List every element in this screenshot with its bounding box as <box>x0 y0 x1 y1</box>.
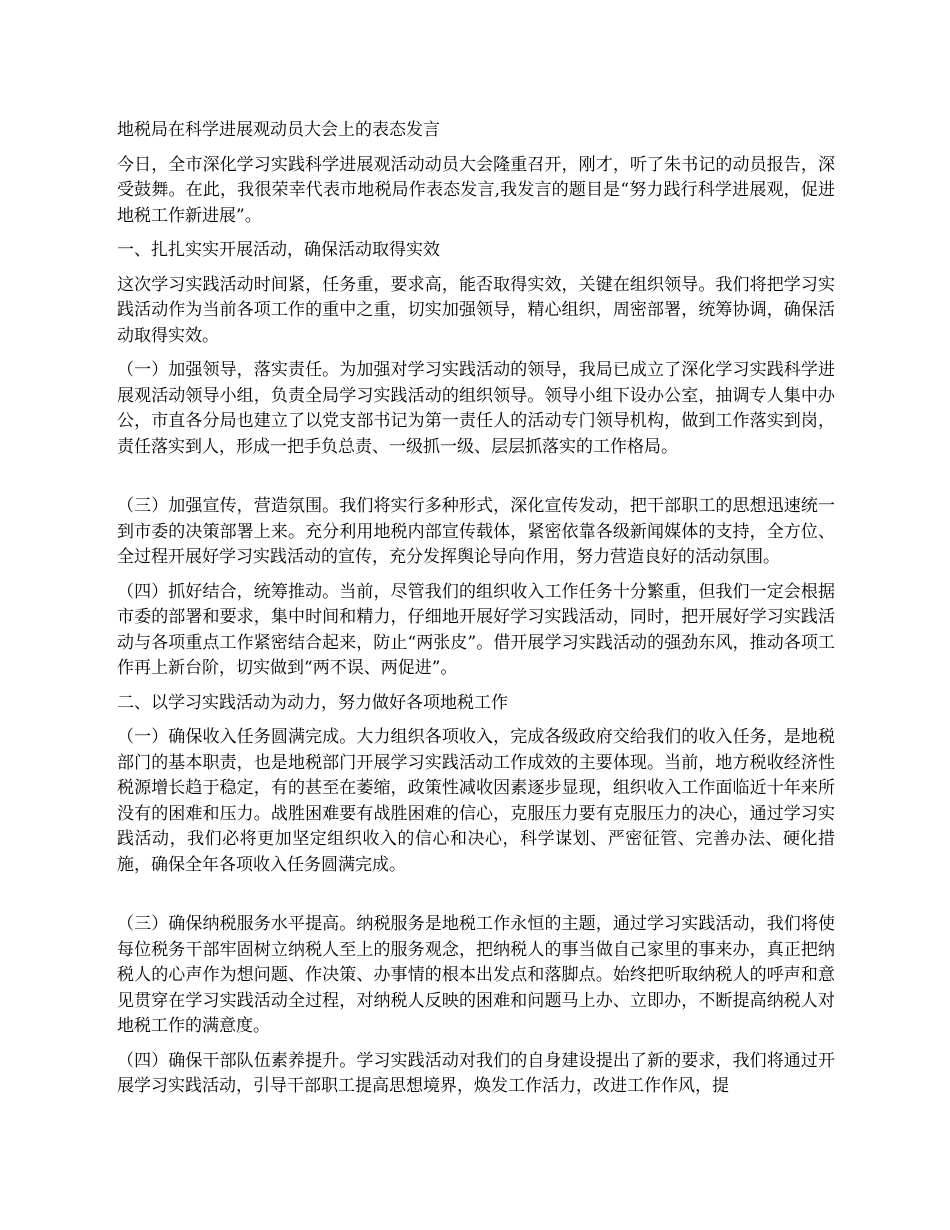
blank-gap <box>117 887 835 912</box>
paragraph-item-1-4: （四）抓好结合，统筹推动。当前，尽管我们的组织收入工作任务十分繁重，但我们一定会根据市委的部署和要求，集中时间和精力，仔细地开展好学习实践活动，同时，把开展好学习实践活动与各项重点工作紧密结合起来，防止“两张皮”。借开展学习实践活动的强劲东风，推动各项工作再上新台阶，切实做到“两不误、两促进”。 <box>117 581 835 678</box>
paragraph-item-2-3: （三）确保纳税服务水平提高。纳税服务是地税工作永恒的主题，通过学习实践活动，我们将使每位税务干部牢固树立纳税人至上的服务观念，把纳税人的事当做自己家里的事来办，真正把纳税人的心声作为想问题、作决策、办事情的根本出发点和落脚点。始终把听取纳税人的呼声和意见贯穿在学习实践活动全过程，对纳税人反映的困难和问题马上办、立即办，不断提高纳税人对地税工作的满意度。 <box>117 914 835 1036</box>
paragraph-item-2-4: （四）确保干部队伍素养提升。学习实践活动对我们的自身建设提出了新的要求，我们将通过开展学习实践活动，引导干部职工提高思想境界，焕发工作活力，改进工作作风，提 <box>117 1050 835 1096</box>
paragraph-section-1-intro: 这次学习实践活动时间紧，任务重，要求高，能否取得实效，关键在组织领导。我们将把学习实践活动作为当前各项工作的重中之重，切实加强领导，精心组织，周密部署，统筹协调，确保活动取得实效。 <box>117 274 835 346</box>
section-heading-2: 二、以学习实践活动为动力，努力做好各项地税工作 <box>117 692 508 713</box>
document-title: 地税局在科学进展观动员大会上的表态发言 <box>117 120 440 140</box>
paragraph-item-1-3: （三）加强宣传，营造氛围。我们将实行多种形式，深化宣传发动，把干部职工的思想迅速统一到市委的决策部署上来。充分利用地税内部宣传载体，紧密依靠各级新闻媒体的支持，全方位、全过程开展好学习实践活动的宣传，充分发挥舆论导向作用，努力营造良好的活动氛围。 <box>117 496 835 567</box>
paragraph-intro: 今日，全市深化学习实践科学进展观活动动员大会隆重召开，刚才，听了朱书记的动员报告，深受鼓舞。在此，我很荣幸代表市地税局作表态发言,我发言的题目是“努力践行科学进展观，促进地税工作新进展”。 <box>117 154 835 226</box>
blank-gap <box>117 469 835 494</box>
paragraph-item-2-1: （一）确保收入任务圆满完成。大力组织各项收入，完成各级政府交给我们的收入任务，是地税部门的基本职责，也是地税部门开展学习实践活动工作成效的主要体现。当前，地方税收经济性税源增长趋于稳定，有的甚至在萎缩，政策性减收因素逐步显现，组织收入工作面临近十年来所没有的困难和压力。战胜困难要有战胜困难的信心，克服压力要有克服压力的决心，通过学习实践活动，我们必将更加坚定组织收入的信心和决心，科学谋划、严密征管、完善办法、硬化措施，确保全年各项收入任务圆满完成。 <box>117 727 835 875</box>
section-heading-1: 一、扎扎实实开展活动，确保活动取得实效 <box>117 240 440 260</box>
paragraph-item-1-1: （一）加强领导，落实责任。为加强对学习实践活动的领导，我局已成立了深化学习实践科学进展观活动领导小组，负责全局学习实践活动的组织领导。领导小组下设办公室，抽调专人集中办公，市直各分局也建立了以党支部书记为第一责任人的活动专门领导机构，做到工作落实到岗，责任落实到人，形成一把手负总责、一级抓一级、层层抓落实的工作格局。 <box>117 360 835 457</box>
document-body <box>117 118 835 1109</box>
